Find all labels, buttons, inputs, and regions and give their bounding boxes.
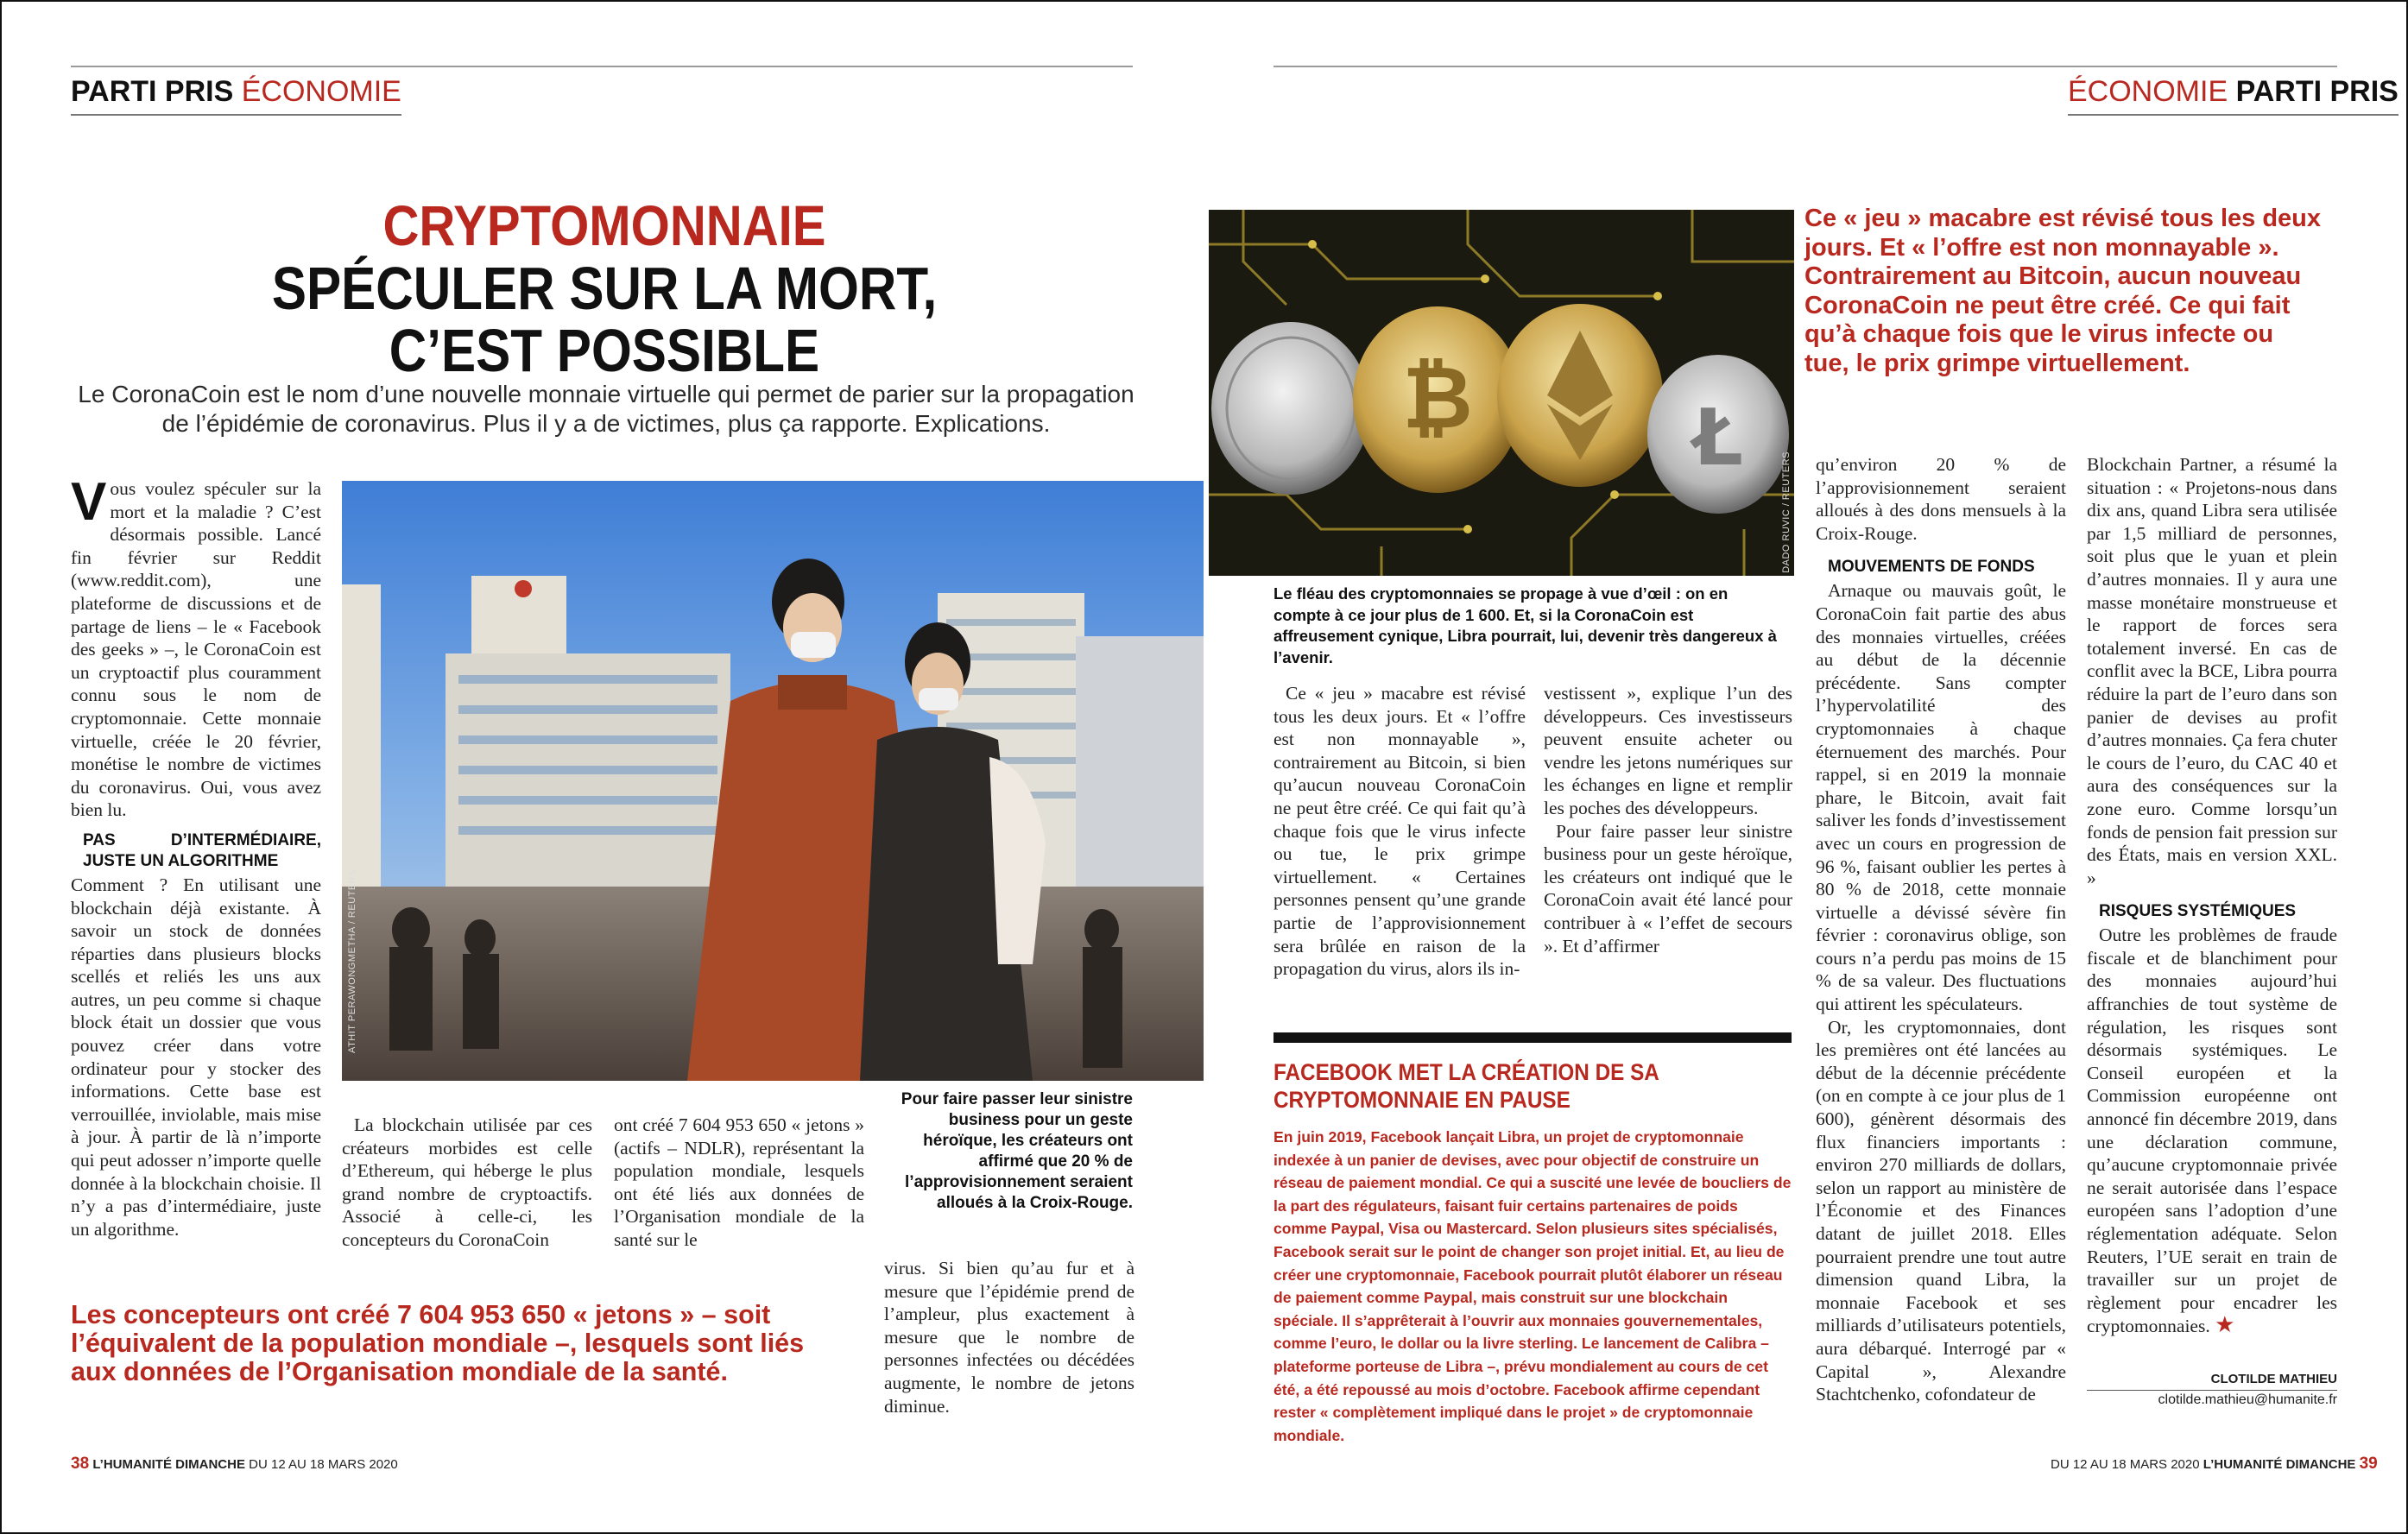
page-number-right: 39 bbox=[2359, 1455, 2378, 1473]
article-column-8 bbox=[2087, 453, 2337, 1338]
article-column-5: Ce « jeu » macabre est révisé tous les deux jours. Et « l’offre est non monnayable », contrairement au Bitcoin, si bien qu’aucun nouveau CoronaCoin ne peut être créé. Ce qui fait qu’à chaque fois que le virus infecte ou tue, le prix grimpe virtuellement. « Certaines personnes pensent qu’une grande partie de l’approvisionnement sera brûlée en raison de la propagation du virus, alors ils in- bbox=[1274, 683, 1526, 980]
footer-right-publication: L’HUMANITÉ DIMANCHE bbox=[2203, 1457, 2356, 1472]
article-column-6 bbox=[1544, 682, 1792, 957]
headline-line-1: SPÉCULER SUR LA MORT, bbox=[271, 255, 938, 322]
photo-street-crowd bbox=[342, 481, 1204, 1081]
col6-paragraph-1: vestissent », explique l’un des développeurs. Ces investisseurs peuvent ensuite acheter ou vendre les jetons numériques sur les échanges en ligne et remplir les poches des développeurs. bbox=[1544, 683, 1792, 818]
article-column-4: virus. Si bien qu’au fur et à mesure que l’épidémie prend de l’ampleur, plus exactement à mesure que le nombre de personnes infectées ou décédées augmente, le nombre de jetons diminue. bbox=[884, 1258, 1134, 1417]
pull-quote-left: Les concepteurs ont créé 7 604 953 650 « jetons » – soit l’équivalent de la population mondiale –, lesquels sont liés aux données de l’Organisation mondiale de la santé. bbox=[71, 1300, 805, 1386]
top-rule-left bbox=[71, 66, 1133, 67]
article-column-3: ont créé 7 604 953 650 « jetons » (actifs – NDLR), représentant la population mondiale, lesquels ont été liés aux données de l’Organisation mondiale de la santé sur le bbox=[614, 1114, 864, 1250]
photo-street-crowd-image bbox=[342, 481, 1204, 1081]
header-right-light: ÉCONOMIE bbox=[2068, 75, 2228, 108]
headline bbox=[262, 257, 945, 382]
drop-cap: V bbox=[71, 472, 107, 532]
caption-street-crowd: Pour faire passer leur sinistre business pour un geste héroïque, les créateurs ont affirmé que 20 % de l’approvisionnement seraient alloués à la Croix-Rouge. bbox=[901, 1090, 1133, 1212]
header-right-bold: PARTI PRIS bbox=[2235, 75, 2399, 108]
caption-crypto-coins: Le fléau des cryptomonnaies se propage à vue d’œil : on en compte à ce jour plus de 1 600. Et, si la CoronaCoin est affreusement cynique, Libra pourrait, lui, devenir très dangereux à l’avenir. bbox=[1274, 584, 1777, 666]
box-title: FACEBOOK MET LA CRÉATION DE SA CRYPTOMONNAIE EN PAUSE bbox=[1274, 1059, 1659, 1113]
section-header-right bbox=[2068, 74, 2399, 116]
subhead-mouvements: MOUVEMENTS DE FONDS bbox=[1828, 558, 2035, 577]
article-column-7 bbox=[1816, 453, 2066, 1406]
header-left-bold: PARTI PRIS bbox=[71, 75, 234, 108]
subhead-risques: RISQUES SYSTÉMIQUES bbox=[2099, 902, 2297, 921]
svg-text:Ł: Ł bbox=[1693, 393, 1743, 483]
box-body: En juin 2019, Facebook lançait Libra, un projet de cryptomonnaie indexée à un panier de devises, avec pour objectif de construire un réseau de paiement mondial. Ce qui a suscité une levée de boucliers de la part des régulateurs, faisant fuir certains partenaires de poids comme Paypal, Visa ou Mastercard. Selon plusieurs sites spécialisés, Facebook serait sur le point de changer son projet initial. Et, au lieu de créer une cryptomonnaie, Facebook pourrait plutôt élaborer un réseau de paiement comme Paypal, mais construit sur une blockchain spéciale. Il s’apprêterait à l’ouvrir aux monnaies gouvernementales, comme l’euro, le dollar ou la livre sterling. Le lancement de Calibra – plateforme porteuse de Libra –, prévu mondialement au cours de cet été, a été repoussé au mois d’octobre. Facebook affirme cependant rester « complètement impliqué dans le projet » de cryptomonnaie mondiale. bbox=[1274, 1128, 1792, 1444]
col1-paragraph-1: ous voulez spéculer sur la mort et la maladie ? C’est désormais possible. Lancé fin février sur Reddit (www.reddit.com), une plateforme de discussions et de partage de liens – le « Facebook des geeks » –, le CoronaCoin est un cryptoactif plus couramment connu sous le nom de cryptomonnaie. Cette monnaie virtuelle, créée le 20 février, monétise le nombre de victimes du coronavirus. Oui, vous avez bien lu. bbox=[71, 478, 321, 821]
col8-paragraph-1: Blockchain Partner, a résumé la situation : « Projetons-nous dans dix ans, quand Libra sera utilisée par 1,5 milliard de personnes, soit plus que le yuan et plein d’autres monnaies. Il y aura une masse monétaire monstrueuse et le rapport de forces sera totalement inversé. En cas de conflit avec la BCE, Libra pourra réduire la part de l’euro dans son panier de devises au profit d’autres monnaies. Ça fera chuter le cours de l’euro, du CAC 40 et aura des conséquences sur la zone euro. Comme lorsqu’un fonds de pension fait pression sur des États, mais en version XXL. » bbox=[2087, 454, 2337, 888]
footer-left-publication: L’HUMANITÉ DIMANCHE bbox=[92, 1457, 245, 1472]
col6-paragraph-2: Pour faire passer leur sinistre business pour un geste héroïque, les créateurs ont indiqué que le CoronaCoin avait été lancé pour contribuer à « l’effet de secours ». Et d’affirmer bbox=[1544, 820, 1792, 956]
article-column-2: La blockchain utilisée par ces créateurs morbides est celle d’Ethereum, qui héberge le plus grand nombre de cryptoactifs. Associé à celle-ci, les concepteurs du CoronaCoin bbox=[342, 1114, 592, 1250]
end-mark-star-icon: ★ bbox=[2215, 1312, 2235, 1338]
col7-paragraph-3: Or, les cryptomonnaies, dont les premières ont été lancées au début de la décennie précédente (on en compte à ce jour plus de 1 600), génèrent désormais des flux financiers importants : environ 270 milliards de dollars, selon un rapport au ministère de l’Économie et des Finances datant de juillet 2018. Elles pourraient prendre une tout autre dimension quand Libra, la monnaie Facebook et ses milliards d’utilisateurs potentiels, aura débarqué. Interrogé par « Capital », Alexandre Stachtchenko, cofondateur de bbox=[1816, 1016, 2066, 1405]
subhead-intermediaire: PAS D’INTERMÉDIAIRE, JUSTE UN ALGORITHME bbox=[83, 830, 321, 870]
section-header-left bbox=[71, 74, 401, 116]
pull-quote-right: Ce « jeu » macabre est révisé tous les deux jours. Et « l’offre est non monnayable ». Contrairement au Bitcoin, aucun nouveau CoronaCoin ne peut être créé. Ce qui fait qu’à chaque fois que le virus infecte ou tue, le prix grimpe virtuellement. bbox=[1804, 205, 2322, 377]
svg-text:₿: ₿ bbox=[1402, 347, 1473, 448]
photo-credit-street: ATHIT PERAWONGMETHA / REUTERS bbox=[347, 869, 357, 1053]
photo-credit-coins: DADO RUVIC / REUTERS bbox=[1781, 451, 1792, 573]
page-number-left: 38 bbox=[71, 1455, 90, 1473]
footer-left-date: DU 12 AU 18 MARS 2020 bbox=[249, 1457, 398, 1472]
col1-paragraph-2: Comment ? En utilisant une blockchain déjà existante. À savoir un stock de données réparties dans plusieurs blocks scellés et reliés les uns aux autres, un peu comme si chaque block était un dossier que vous pouvez créer dans votre ordinateur pour y stocker des informations. Cette base est verrouillée, inviolable, mais mise à jour. À partir de là n’importe qui peut adosser n’importe quelle donnée à la blockchain choisie. Il n’y a pas d’intermédiaire, juste un algorithme. bbox=[71, 874, 321, 1240]
footer-left bbox=[71, 1455, 398, 1474]
col7-paragraph-2: Arnaque ou mauvais goût, le CoronaCoin fait partie des abus des monnaies virtuelles, créées au début de la décennie précédente. Sans compter l’hypervolatilité des cryptomonnaies à chaque éternuement des marchés. Pour rappel, si en 2019 la monnaie phare, le Bitcoin, avait fait saliver les fonds d’investissement avec un cours en progression de 96 %, faisant oublier les pertes à 80 % de 2018, cette monnaie virtuelle a dévissé sévère fin février : coronavirus oblige, son cours n’a perdu pas moins de 15 % de sa valeur. Des fluctuations qui attirent les spéculateurs. bbox=[1816, 580, 2066, 1015]
header-left-light: ÉCONOMIE bbox=[241, 75, 401, 108]
headline-line-2: C’EST POSSIBLE bbox=[389, 317, 820, 384]
top-rule-right bbox=[1274, 66, 2337, 67]
author-signature bbox=[2087, 1371, 2337, 1410]
photo-crypto-coins bbox=[1209, 210, 1794, 576]
col7-paragraph-1: qu’environ 20 % de l’approvisionnement seraient alloués à des dons mensuels à la Croix-Rouge. bbox=[1816, 454, 2066, 544]
photo-crypto-coins-image bbox=[1209, 210, 1794, 576]
article-column-1 bbox=[71, 472, 321, 1240]
sidebar-box-facebook bbox=[1274, 1032, 1792, 1447]
footer-right-date: DU 12 AU 18 MARS 2020 bbox=[2051, 1457, 2200, 1472]
standfirst: Le CoronaCoin est le nom d’une nouvelle monnaie virtuelle qui permet de parier sur la propagation de l’épidémie de coronavirus. Plus il y a de victimes, plus ça rapporte. Explications. bbox=[78, 381, 1134, 437]
kicker: CRYPTOMONNAIE bbox=[382, 193, 826, 257]
col8-paragraph-2: Outre les problèmes de fraude fiscale et de blanchiment pour des monnaies aujourd’hui affranchies de tout système de régulation, les risques sont désormais systémiques. Le Conseil européen et la Commission européenne ont annoncé fin décembre 2019, dans une déclaration commune, qu’aucune cryptomonnaie privée ne serait autorisée dans l’espace européen sans l’adoption d’une réglementation adéquate. Selon Reuters, l’UE serait en train de travailler sur un projet de règlement pour encadrer les cryptomonnaies. bbox=[2087, 925, 2337, 1337]
author-name: CLOTILDE MATHIEU bbox=[2087, 1371, 2337, 1391]
footer-right bbox=[2051, 1455, 2378, 1474]
author-email[interactable]: clotilde.mathieu@humanite.fr bbox=[2158, 1392, 2337, 1407]
